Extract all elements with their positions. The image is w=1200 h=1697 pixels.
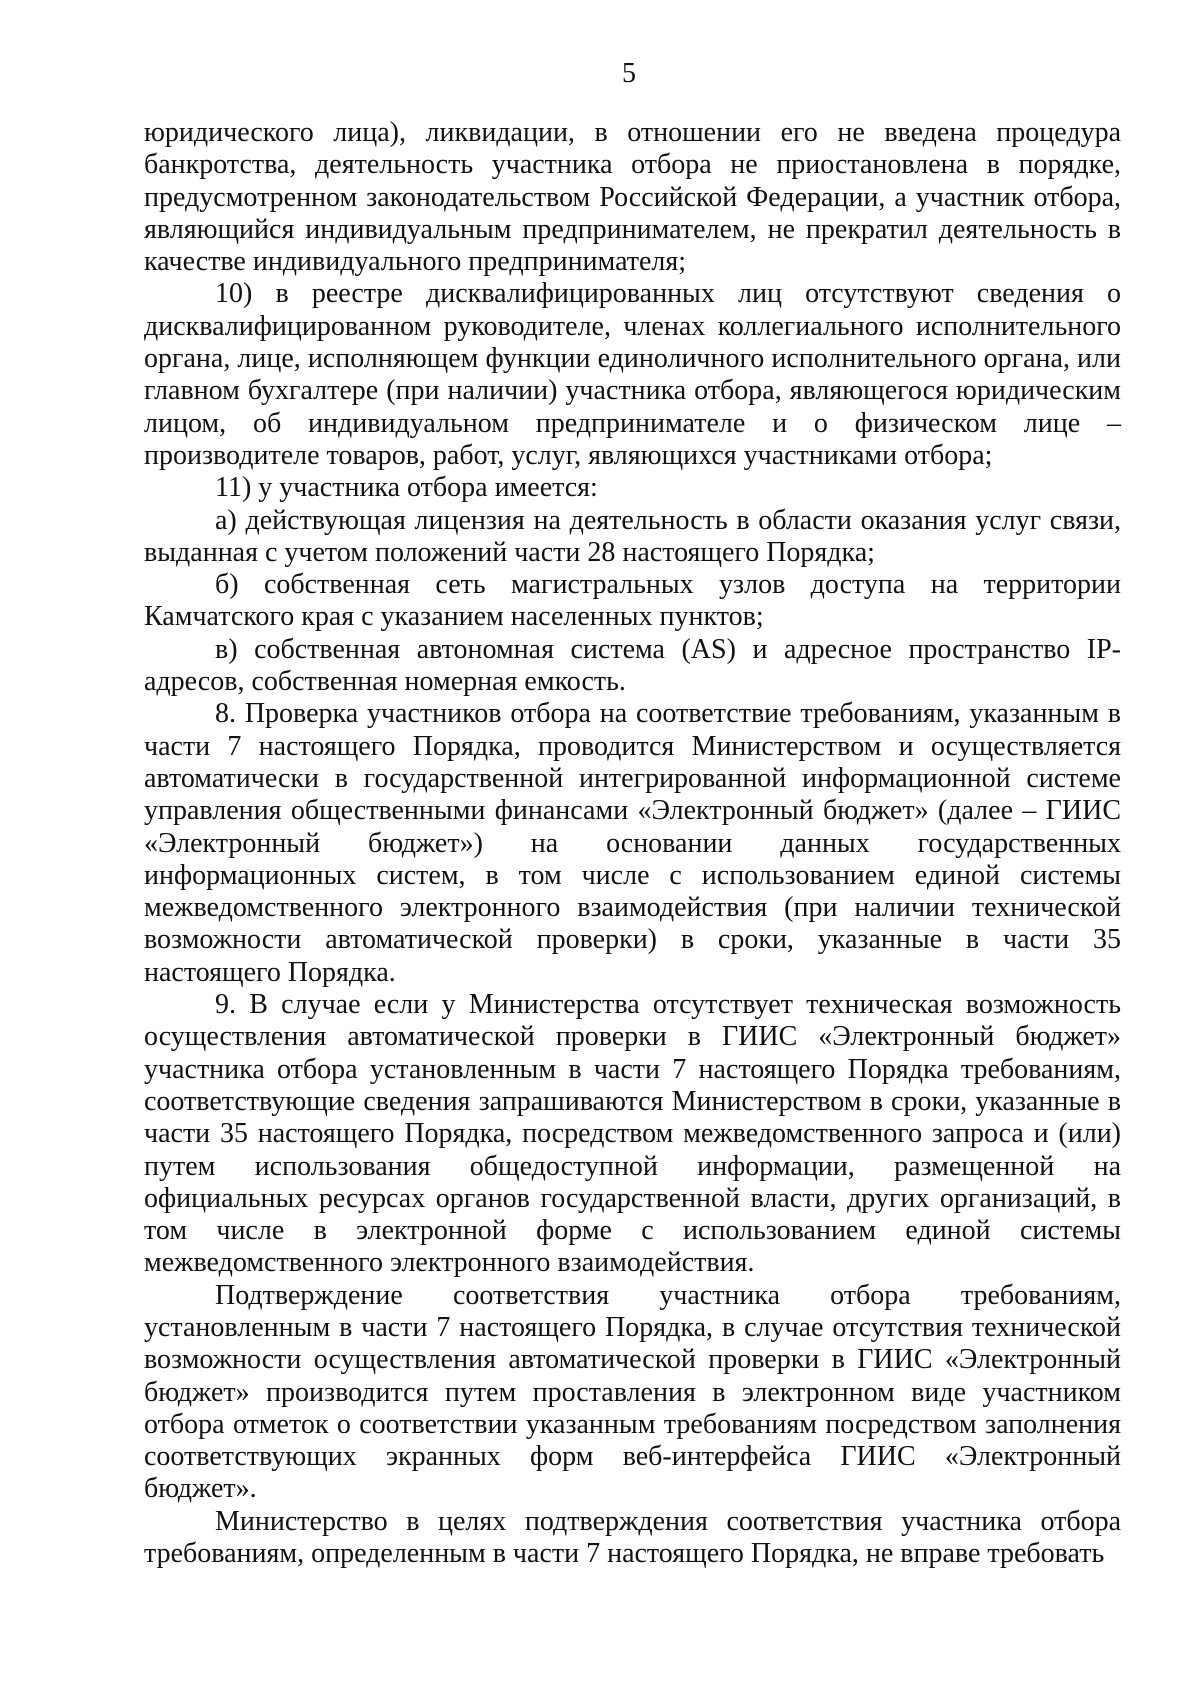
paragraph-section-8: 8. Проверка участников отбора на соответствие требованиям, указанным в части 7 настоящего Порядка, проводится Министерством и осуществляется автоматически в государственной интегрированной информационной системе управления общественными финансами «Электронный бюджет» (далее – ГИИС «Электронный бюджет») на основании данных государственных информационных систем, в том числе с использованием единой системы межведомственного электронного взаимодействия (при наличии технической возможности автоматической проверки) в сроки, указанные в части 35 настоящего Порядка. xyxy=(144,698,1121,988)
paragraph-confirmation: Подтверждение соответствия участника отбора требованиям, установленным в части 7 настоящего Порядка, в случае отсутствия технической возможности осуществления автоматической проверки в ГИИС «Электронный бюджет» производится путем проставления в электронном виде участником отбора отметок о соответствии указанным требованиям посредством заполнения соответствующих экранных форм веб-интерфейса ГИИС «Электронный бюджет». xyxy=(144,1279,1121,1505)
document-body xyxy=(144,117,1121,1570)
paragraph-subitem-v: в) собственная автономная система (AS) и адресное пространство IP-адресов, собственная номерная емкость. xyxy=(144,633,1121,698)
paragraph-subitem-a: а) действующая лицензия на деятельность в области оказания услуг связи, выданная с учетом положений части 28 настоящего Порядка; xyxy=(144,504,1121,568)
paragraph-section-9: 9. В случае если у Министерства отсутствует техническая возможность осуществления автоматической проверки в ГИИС «Электронный бюджет» участника отбора установленным в части 7 настоящего Порядка требованиям, соответствующие сведения запрашиваются Министерством в сроки, указанные в части 35 настоящего Порядка, посредством межведомственного запроса и (или) путем использования общедоступной информации, размещенной на официальных ресурсах органов государственной власти, других организаций, в том числе в электронной форме с использованием единой системы межведомственного электронного взаимодействия. xyxy=(144,989,1121,1279)
paragraph-item-11: 11) у участника отбора имеется: xyxy=(215,472,598,504)
page-number: 5 xyxy=(622,58,636,89)
paragraph-ministry: Министерство в целях подтверждения соответствия участника отбора требованиям, определенным в части 7 настоящего Порядка, не вправе требовать xyxy=(144,1505,1121,1570)
paragraph-continuation: юридического лица), ликвидации, в отношении его не введена процедура банкротства, деятельность участника отбора не приостановлена в порядке, предусмотренном законодательством Российской Федерации, а участник отбора, являющийся индивидуальным предпринимателем, не прекратил деятельность в качестве индивидуального предпринимателя; xyxy=(144,117,1121,278)
paragraph-item-10: 10) в реестре дисквалифицированных лиц отсутствуют сведения о дисквалифицированном руководителе, членах коллегиального исполнительного органа, лице, исполняющем функции единоличного исполнительного органа, или главном бухгалтере (при наличии) участника отбора, являющегося юридическим лицом, об индивидуальном предпринимателе и о физическом лице – производителе товаров, работ, услуг, являющихся участниками отбора; xyxy=(144,278,1121,471)
paragraph-subitem-b: б) собственная сеть магистральных узлов доступа на территории Камчатского края с указанием населенных пунктов; xyxy=(144,569,1121,633)
